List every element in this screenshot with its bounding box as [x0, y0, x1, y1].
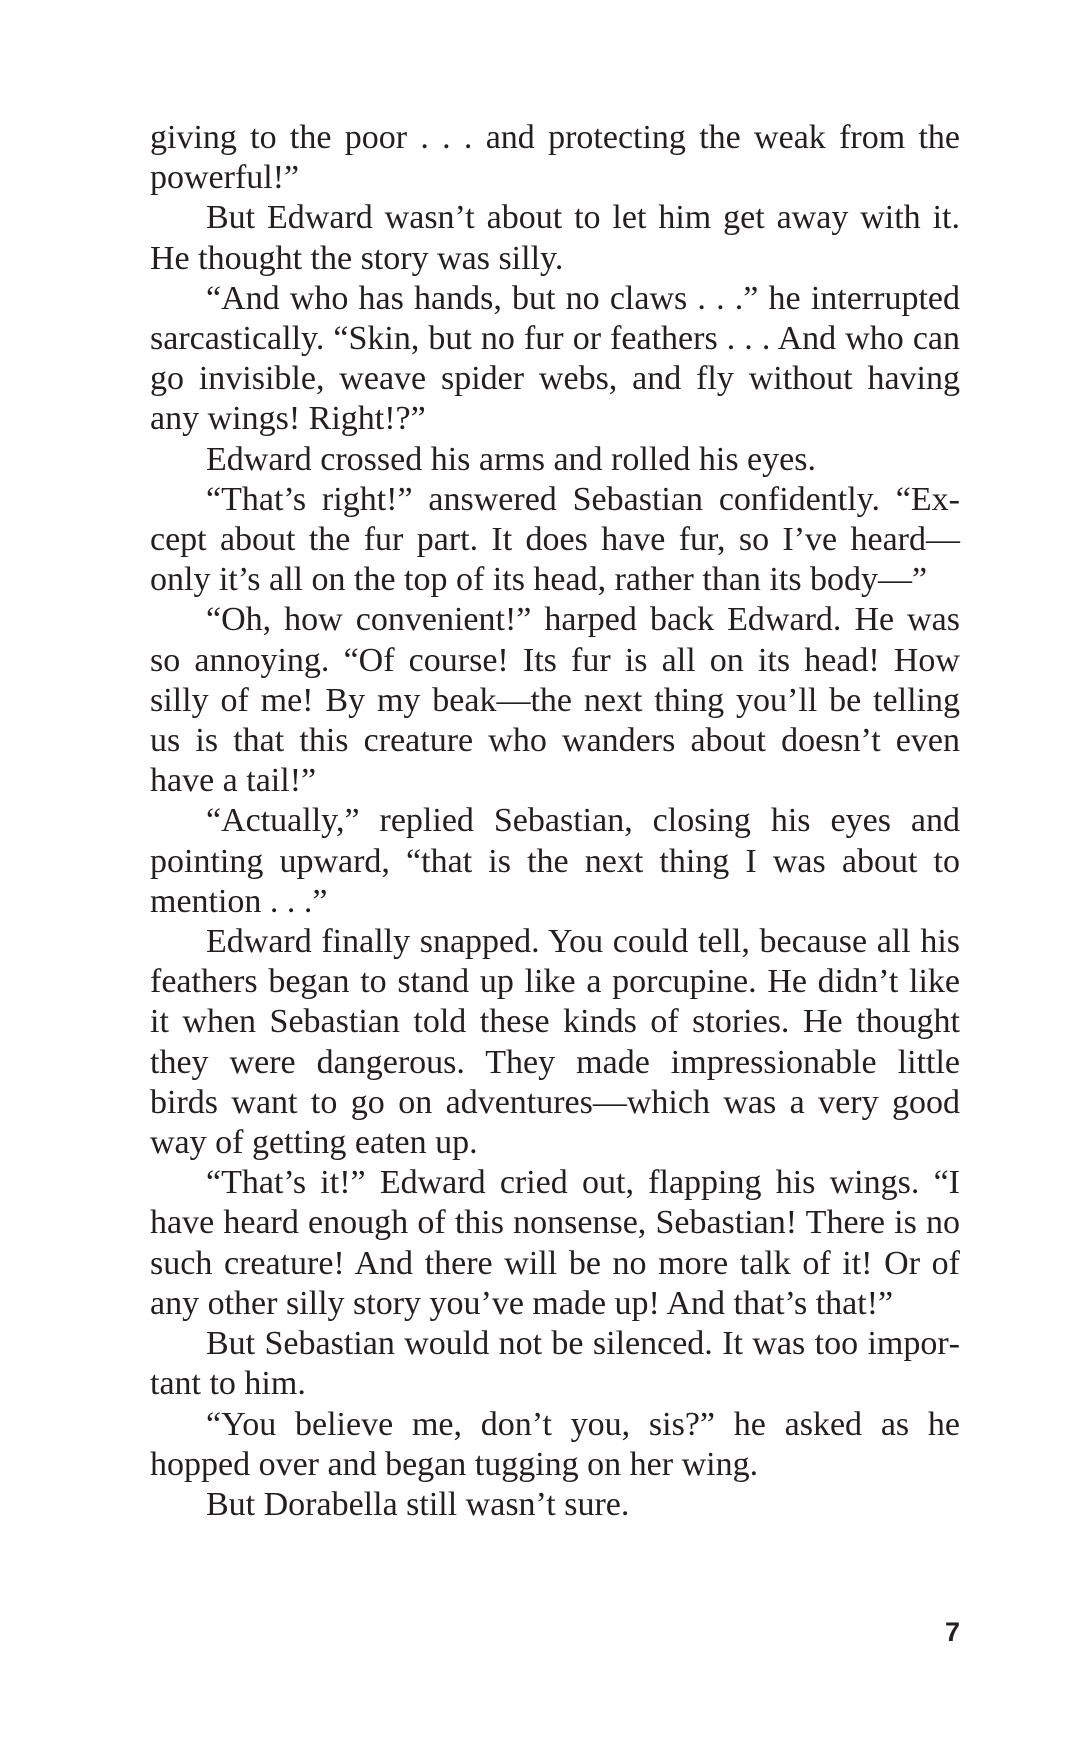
paragraph: But Sebastian would not be silenced. It was too important to him.: [150, 1325, 960, 1403]
paragraph: “And who has hands, but no claws . . .” he interrupted sarcastically. “Skin, but no fur or feathers . . . And who can go invisible, weave spider webs, and fly without having any wings! Right!?”: [150, 279, 960, 438]
paragraph: But Edward wasn’t about to let him get away with it. He thought the story was silly.: [150, 199, 960, 277]
paragraph: “Oh, how convenient!” harped back Edward. He was so annoying. “Of course! Its fur is all on its head! How silly of me! By my beak—the next thing you’ll be telling us is that this creature who wanders about doesn’t even have a tail!”: [150, 601, 960, 800]
paragraph: Edward crossed his arms and rolled his eyes.: [206, 440, 816, 478]
page-number: 7: [944, 1617, 960, 1647]
paragraph: giving to the poor . . . and protecting the weak from the powerful!”: [150, 119, 960, 197]
paragraph: But Dorabella still wasn’t sure.: [206, 1485, 630, 1523]
body-text: [150, 118, 960, 1525]
paragraph: “That’s right!” answered Sebastian confidently. “Except about the fur part. It does have fur, so I’ve heard—only it’s all on the top of its head, rather than its body—”: [150, 480, 960, 599]
paragraph: “You believe me, don’t you, sis?” he asked as he hopped over and began tugging on her wing.: [150, 1405, 960, 1483]
paragraph: “That’s it!” Edward cried out, flapping his wings. “I have heard enough of this nonsense, Sebastian! There is no such creature! And there will be no more talk of it! Or of any other silly story you’ve made up! And that’s that!”: [150, 1164, 960, 1322]
paragraph: Edward finally snapped. You could tell, because all his feathers began to stand up like a porcupine. He didn’t like it when Sebastian told these kinds of stories. He thought they were dangerous. They made impressionable little birds want to go on adventures—which was a very good way of getting eaten up.: [150, 923, 960, 1162]
paragraph: “Actually,” replied Sebastian, closing his eyes and pointing upward, “that is the next thing I was about to mention . . .”: [150, 802, 960, 920]
